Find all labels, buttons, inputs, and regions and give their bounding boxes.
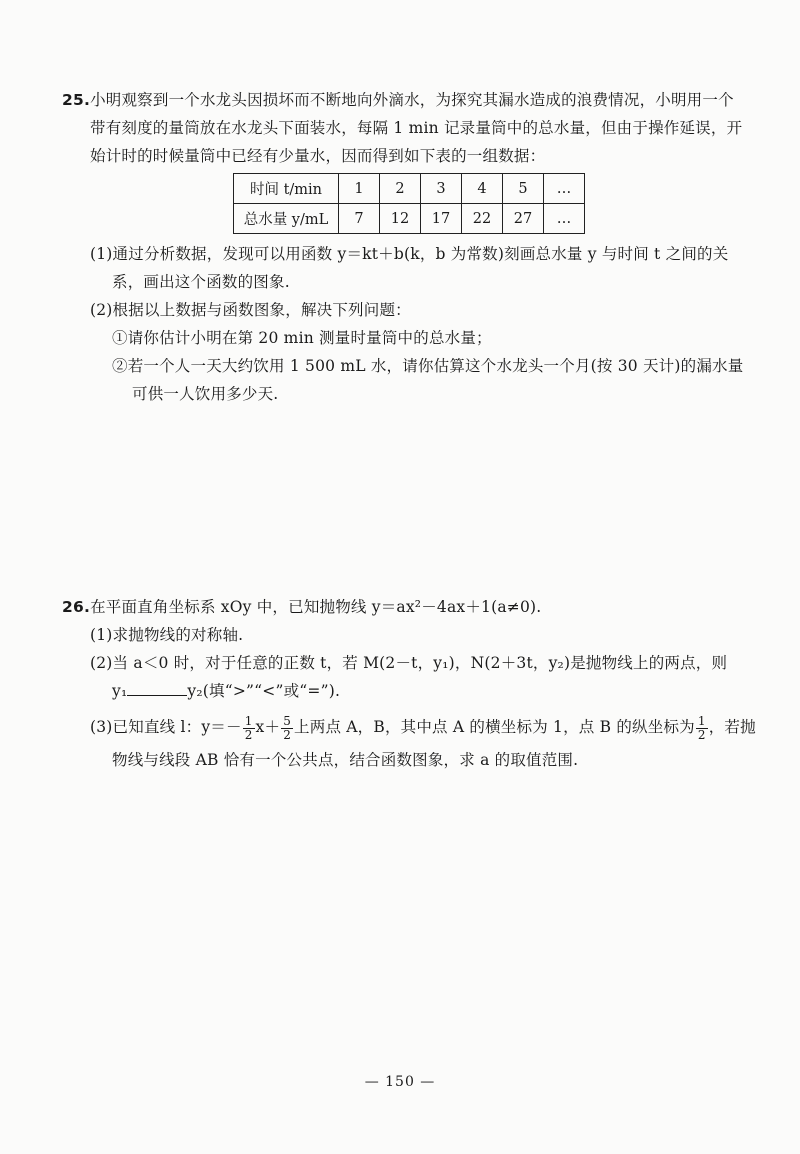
frac-den: 2 bbox=[697, 727, 706, 742]
table-cell: 3 bbox=[421, 174, 462, 204]
q26-part1: (1)求抛物线的对称轴. bbox=[90, 626, 244, 644]
q25-number: 25. bbox=[62, 91, 91, 109]
frac-num: 1 bbox=[697, 713, 706, 728]
q26-part3-mid: x＋ bbox=[255, 718, 281, 736]
fraction-one-half bbox=[243, 715, 255, 742]
q25-part1-line2: 系，画出这个函数的图象. bbox=[112, 273, 290, 291]
table-header-time: 时间 t/min bbox=[234, 174, 339, 204]
q25-data-table bbox=[233, 173, 585, 234]
table-cell: 22 bbox=[462, 204, 503, 234]
q26-part3-line2: 物线与线段 AB 恰有一个公共点，结合函数图象，求 a 的取值范围. bbox=[112, 751, 579, 769]
q25-part2-b-line1: ②若一个人一天大约饮用 1 500 mL 水，请你估算这个水龙头一个月(按 30 天计)的漏水量 bbox=[112, 357, 744, 375]
q26-part2-line2 bbox=[112, 681, 340, 701]
q26-part2-line1: (2)当 a＜0 时，对于任意的正数 t，若 M(2－t，y₁)，N(2＋3t，y₂)是抛物线上的两点，则 bbox=[90, 654, 728, 672]
table-row bbox=[234, 174, 585, 204]
q25-part1-line1: (1)通过分析数据，发现可以用函数 y＝kt＋b(k，b 为常数)刻画总水量 y 与时间 t 之间的关 bbox=[90, 245, 729, 263]
q25-part2-b-line2: 可供一人饮用多少天. bbox=[132, 385, 279, 403]
q26-number: 26. bbox=[62, 598, 91, 616]
frac-den: 2 bbox=[244, 727, 253, 742]
table-cell: 12 bbox=[380, 204, 421, 234]
frac-num: 5 bbox=[283, 713, 292, 728]
q26-stem bbox=[62, 597, 541, 617]
table-cell: … bbox=[544, 204, 585, 234]
y1-label: y₁ bbox=[112, 682, 128, 700]
table-cell: 5 bbox=[503, 174, 544, 204]
table-header-volume: 总水量 y/mL bbox=[234, 204, 339, 234]
q25-stem-line3: 始计时的时候量筒中已经有少量水，因而得到如下表的一组数据： bbox=[90, 147, 546, 165]
q25-stem-text1: 小明观察到一个水龙头因损坏而不断地向外滴水，为探究其漏水造成的浪费情况，小明用一个 bbox=[90, 91, 734, 109]
table-cell: 4 bbox=[462, 174, 503, 204]
frac-den: 2 bbox=[283, 727, 292, 742]
q25-part2-intro: (2)根据以上数据与函数图象，解决下列问题： bbox=[90, 301, 411, 319]
table-cell: 17 bbox=[421, 204, 462, 234]
q26-part3-end: ，若抛 bbox=[708, 718, 756, 736]
frac-num: 1 bbox=[244, 713, 253, 728]
q26-part3-prefix: (3)已知直线 l：y＝－ bbox=[90, 718, 242, 736]
q26-part2-instruction: y₂(填“>”“<”或“=”). bbox=[187, 682, 341, 700]
answer-blank[interactable] bbox=[127, 681, 187, 696]
fraction-one-half-b bbox=[696, 715, 708, 742]
q25-stem-line2: 带有刻度的量筒放在水龙头下面装水，每隔 1 min 记录量筒中的总水量，但由于操作延误，开 bbox=[90, 119, 743, 137]
q25-part2-a: ①请你估计小明在第 20 min 测量时量筒中的总水量； bbox=[112, 329, 492, 347]
table-cell: 7 bbox=[339, 204, 380, 234]
fraction-five-halves bbox=[281, 715, 293, 742]
page-number: — 150 — bbox=[364, 1074, 436, 1090]
q26-part3-line1 bbox=[90, 712, 756, 742]
table-row bbox=[234, 204, 585, 234]
q26-part3-after: 上两点 A，B，其中点 A 的横坐标为 1，点 B 的纵坐标为 bbox=[294, 718, 695, 736]
q26-stem-text: 在平面直角坐标系 xOy 中，已知抛物线 y＝ax²－4ax＋1(a≠0). bbox=[90, 598, 542, 616]
q25-stem-line1 bbox=[62, 90, 734, 110]
table-cell: 1 bbox=[339, 174, 380, 204]
table-cell: 27 bbox=[503, 204, 544, 234]
table-cell: 2 bbox=[380, 174, 421, 204]
table-cell: … bbox=[544, 174, 585, 204]
